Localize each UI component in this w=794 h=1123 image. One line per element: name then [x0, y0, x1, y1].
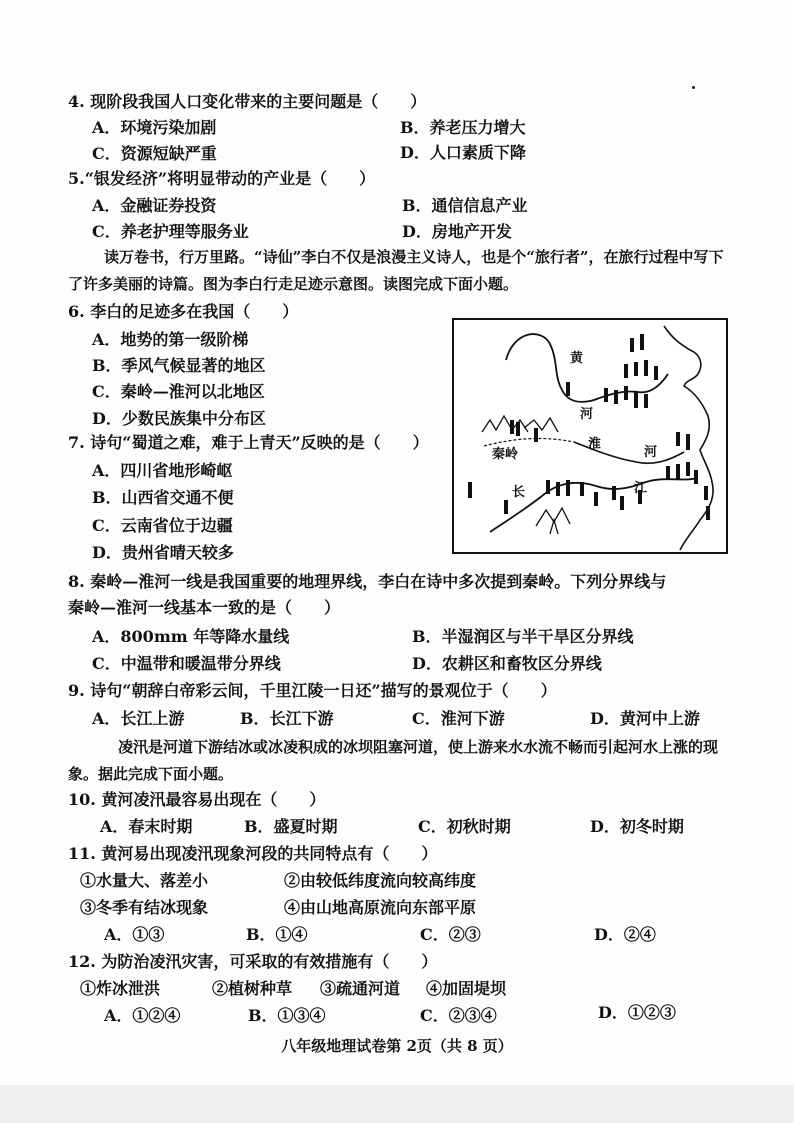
q8-option-b: B．半湿润区与半干旱区分界线 [412, 627, 634, 646]
q8-option-c: C．中温带和暖温带分界线 [92, 654, 281, 673]
footprint-marker [676, 464, 680, 480]
footprint-marker [706, 506, 710, 520]
footprint-marker [566, 480, 570, 496]
q11-option-b: B．①④ [246, 925, 308, 944]
li-bai-route-map [452, 318, 728, 554]
q12-option-b: B．①③④ [248, 1006, 326, 1025]
q6-option-d: D．少数民族集中分布区 [92, 409, 266, 428]
footprint-marker [614, 390, 618, 404]
footprint-marker [534, 428, 538, 442]
q11-statement-2: ②由较低纬度流向较高纬度 [284, 871, 477, 890]
map-label-qinling: 秦岭 [492, 447, 519, 462]
q6-option-a: A．地势的第一级阶梯 [92, 330, 249, 349]
footprint-marker [634, 362, 638, 376]
footprint-marker [686, 462, 690, 476]
footprint-marker [594, 492, 598, 506]
q6-stem: 6. 李白的足迹多在我国（ ） [68, 302, 299, 321]
map-label-huai: 淮 [588, 437, 602, 452]
footprint-marker [516, 422, 520, 436]
footprint-marker [580, 482, 584, 496]
q5-option-b: B．通信信息产业 [402, 196, 528, 215]
q12-statement-3: ③疏通河道 [320, 979, 401, 998]
q8-option-d: D．农耕区和畜牧区分界线 [412, 654, 602, 673]
q8-stem-line1: 8. 秦岭—淮河一线是我国重要的地理界线，李白在诗中多次提到秦岭。下列分界线与 [68, 572, 667, 591]
footprint-marker [654, 366, 658, 380]
q9-stem: 9. 诗句“朝辞白帝彩云间，千里江陵一日还”描写的景观位于（ ） [68, 681, 557, 700]
q7-option-a: A．四川省地形崎岖 [92, 461, 233, 480]
scan-margin [0, 1085, 794, 1123]
q4-option-b: B．养老压力增大 [400, 118, 526, 137]
footprint-marker [546, 480, 550, 494]
q9-option-a: A．长江上游 [92, 709, 185, 728]
q11-option-c: C．②③ [420, 925, 481, 944]
q11-statement-4: ④由山地高原流向东部平原 [284, 898, 477, 917]
q8-option-a: A．800mm 年等降水量线 [92, 627, 290, 646]
q7-option-b: B．山西省交通不便 [92, 488, 234, 507]
q11-option-d: D．②④ [594, 925, 656, 944]
map-drawing [454, 320, 726, 552]
footprint-marker [504, 500, 508, 514]
map-label-chang: 长 [512, 485, 526, 500]
q7-option-d: D．贵州省晴天较多 [92, 543, 234, 562]
page-footer: 八年级地理试卷第 2页（共 8 页） [281, 1037, 513, 1055]
q10-stem: 10. 黄河凌汛最容易出现在（ ） [68, 790, 326, 809]
q12-option-c: C．②③④ [420, 1006, 497, 1025]
q9-option-d: D．黄河中上游 [590, 709, 700, 728]
q10-option-d: D．初冬时期 [590, 817, 684, 836]
map-label-huang: 黄 [570, 351, 584, 366]
footprint-marker [556, 482, 560, 496]
footprint-marker [604, 388, 608, 402]
map-label-jiang: 江 [634, 481, 648, 496]
footprint-marker [704, 486, 708, 500]
q12-statement-4: ④加固堤坝 [426, 979, 507, 998]
q4-option-a: A．环境污染加剧 [92, 118, 217, 137]
footprint-marker [686, 434, 690, 450]
q4-option-c: C．资源短缺严重 [92, 144, 217, 163]
q12-stem: 12. 为防治凌汛灾害，可采取的有效措施有（ ） [68, 952, 438, 971]
q5-option-d: D．房地产开发 [402, 222, 512, 241]
q12-option-a: A．①②④ [104, 1006, 181, 1025]
q12-statement-1: ①炸冰泄洪 [80, 979, 161, 998]
footprint-marker [612, 486, 616, 500]
q8-stem-line2: 秦岭—淮河一线基本一致的是（ ） [68, 598, 341, 617]
q4-option-d: D．人口素质下降 [400, 143, 526, 162]
footprint-marker [510, 420, 514, 434]
qinling-boundary-line [484, 439, 574, 446]
passage-li-bai: 读万卷书，行万里路。“诗仙”李白不仅是浪漫主义诗人，也是个“旅行者”，在旅行过程中写下了许多美丽的诗篇。图为李白行走足迹示意图。读图完成下面小题。 [68, 248, 724, 293]
q12-statement-2: ②植树种草 [212, 979, 293, 998]
passage-ice-flood: 凌汛是河道下游结冰或冰凌积成的冰坝阻塞河道，使上游来水水流不畅而引起河水上涨的现象。据此完成下面小题。 [68, 738, 719, 783]
q9-option-c: C．淮河下游 [412, 709, 505, 728]
q10-option-a: A．春末时期 [100, 817, 193, 836]
q5-option-a: A．金融证券投资 [92, 196, 217, 215]
q11-option-a: A．①③ [104, 925, 165, 944]
q10-option-c: C．初秋时期 [418, 817, 511, 836]
q7-stem: 7. 诗句“蜀道之难，难于上青天”反映的是（ ） [68, 433, 429, 452]
footprint-marker [644, 394, 648, 408]
footprint-marker [666, 466, 670, 480]
q6-option-b: B．季风气候显著的地区 [92, 356, 266, 375]
footprint-marker [566, 382, 570, 396]
scan-speck [692, 86, 695, 89]
q11-statement-3: ③冬季有结冰现象 [80, 898, 209, 917]
q11-stem: 11. 黄河易出现凌汛现象河段的共同特点有（ ） [68, 844, 438, 863]
q5-option-c: C．养老护理等服务业 [92, 222, 249, 241]
footprint-marker [624, 386, 628, 400]
footprint-marker [620, 496, 624, 510]
footprint-marker [624, 364, 628, 378]
footprint-marker [644, 360, 648, 376]
southern-mountains [536, 508, 570, 534]
q5-stem: 5.“银发经济”将明显带动的产业是（ ） [68, 169, 376, 188]
q7-option-c: C．云南省位于边疆 [92, 516, 233, 535]
q6-option-c: C．秦岭—淮河以北地区 [92, 382, 265, 401]
map-label-he: 河 [580, 407, 594, 422]
q12-option-d: D．①②③ [598, 1003, 676, 1022]
map-label-he-2: 河 [644, 445, 658, 460]
footprint-marker [634, 392, 638, 408]
q4-stem: 4. 现阶段我国人口变化带来的主要问题是（ ） [68, 92, 427, 111]
footprint-marker [640, 334, 644, 350]
footprint-marker [468, 482, 472, 498]
q9-option-b: B．长江下游 [240, 709, 334, 728]
q11-statement-1: ①水量大、落差小 [80, 871, 209, 890]
footprint-marker [676, 432, 680, 446]
footprint-markers [468, 334, 710, 520]
footprint-marker [694, 470, 698, 484]
footprint-marker [630, 338, 634, 352]
q10-option-b: B．盛夏时期 [244, 817, 338, 836]
